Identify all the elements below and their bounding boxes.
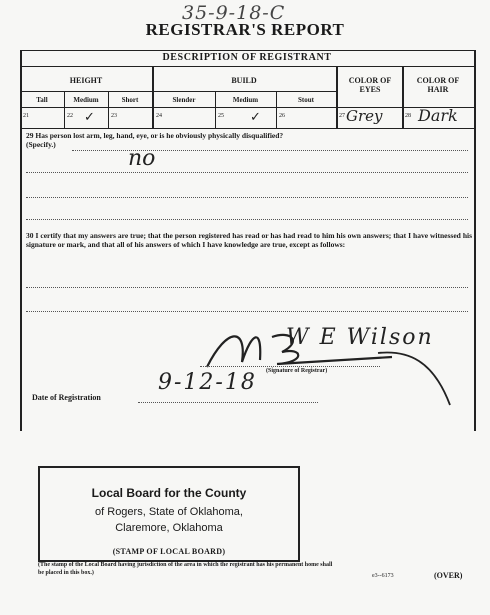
answer-line xyxy=(26,197,468,198)
table-top-rule xyxy=(20,66,474,67)
serial-number: 35-9-18-C xyxy=(182,2,286,24)
field-number: 28 xyxy=(405,113,411,119)
form-reference: e3--6173 xyxy=(372,573,394,579)
signature-caption: (Signature of Registrar) xyxy=(266,368,328,374)
question-29-answer: no xyxy=(128,146,156,171)
answer-line xyxy=(26,287,468,288)
registration-date-value: 9-12-18 xyxy=(158,370,257,395)
over-label: (OVER) xyxy=(434,571,463,580)
field-number: 27 xyxy=(339,113,345,119)
col-medium-height: Medium xyxy=(73,96,99,104)
medium-height-check-mark: ✓ xyxy=(84,109,95,124)
registrar-signature: W E Wilson xyxy=(286,325,434,350)
form-title: REGISTRAR'S REPORT xyxy=(145,20,345,39)
question-29-text: 29 Has person lost arm, leg, hand, eye, or is he obviously physically disqualified? xyxy=(26,131,284,140)
hair-color-value: Dark xyxy=(418,106,458,125)
table-group-rule xyxy=(20,91,336,92)
field-number: 22 xyxy=(67,113,73,119)
stamp-line-1: of Rogers, State of Oklahoma, xyxy=(95,506,243,518)
build-label: BUILD xyxy=(231,76,257,85)
field-number: 25 xyxy=(218,113,224,119)
stamp-footnote: (The stamp of the Local Board having jurisdiction of the area in which the registrant has his permanent home shall be placed in this box.) xyxy=(38,562,333,576)
eyes-label: COLOR OF EYES xyxy=(348,76,392,94)
col-divider xyxy=(402,66,404,128)
signature-line xyxy=(200,366,380,367)
col-short: Short xyxy=(121,96,139,104)
answer-line xyxy=(26,311,468,312)
question-30-text: 30 I certify that my answers are true; that the person registered has read or has had read to him his own answers; that I have witnessed his signature or mark, and that all of his answers of which I have knowledge are true, except as follows: xyxy=(26,231,472,249)
col-medium-build: Medium xyxy=(232,96,259,104)
signature-tail xyxy=(378,345,458,415)
field-number: 26 xyxy=(279,113,285,119)
registration-date-line xyxy=(138,402,318,403)
hair-label: COLOR OF HAIR xyxy=(416,76,460,94)
answer-line xyxy=(26,219,468,220)
stamp-label: (STAMP OF LOCAL BOARD) xyxy=(112,547,226,556)
answer-line xyxy=(72,150,468,151)
col-slender: Slender xyxy=(172,96,196,104)
description-heading: DESCRIPTION OF REGISTRANT xyxy=(162,52,332,63)
col-tall: Tall xyxy=(36,96,48,104)
registration-date-label: Date of Registration xyxy=(32,393,101,402)
table-header-rule xyxy=(20,107,474,108)
field-number: 23 xyxy=(111,113,117,119)
stamp-line-2: Claremore, Oklahoma xyxy=(115,522,223,534)
medium-build-check-mark: ✓ xyxy=(250,109,261,124)
question-29-specify: (Specify.) xyxy=(26,140,56,149)
stamp-title: Local Board for the County xyxy=(91,486,247,500)
col-stout: Stout xyxy=(298,96,314,104)
eye-color-value: Grey xyxy=(346,107,383,125)
answer-line xyxy=(26,172,468,173)
col-divider xyxy=(336,66,338,128)
height-label: HEIGHT xyxy=(69,76,103,85)
field-number: 24 xyxy=(156,113,162,119)
table-bottom-rule xyxy=(20,128,474,129)
field-number: 21 xyxy=(23,113,29,119)
